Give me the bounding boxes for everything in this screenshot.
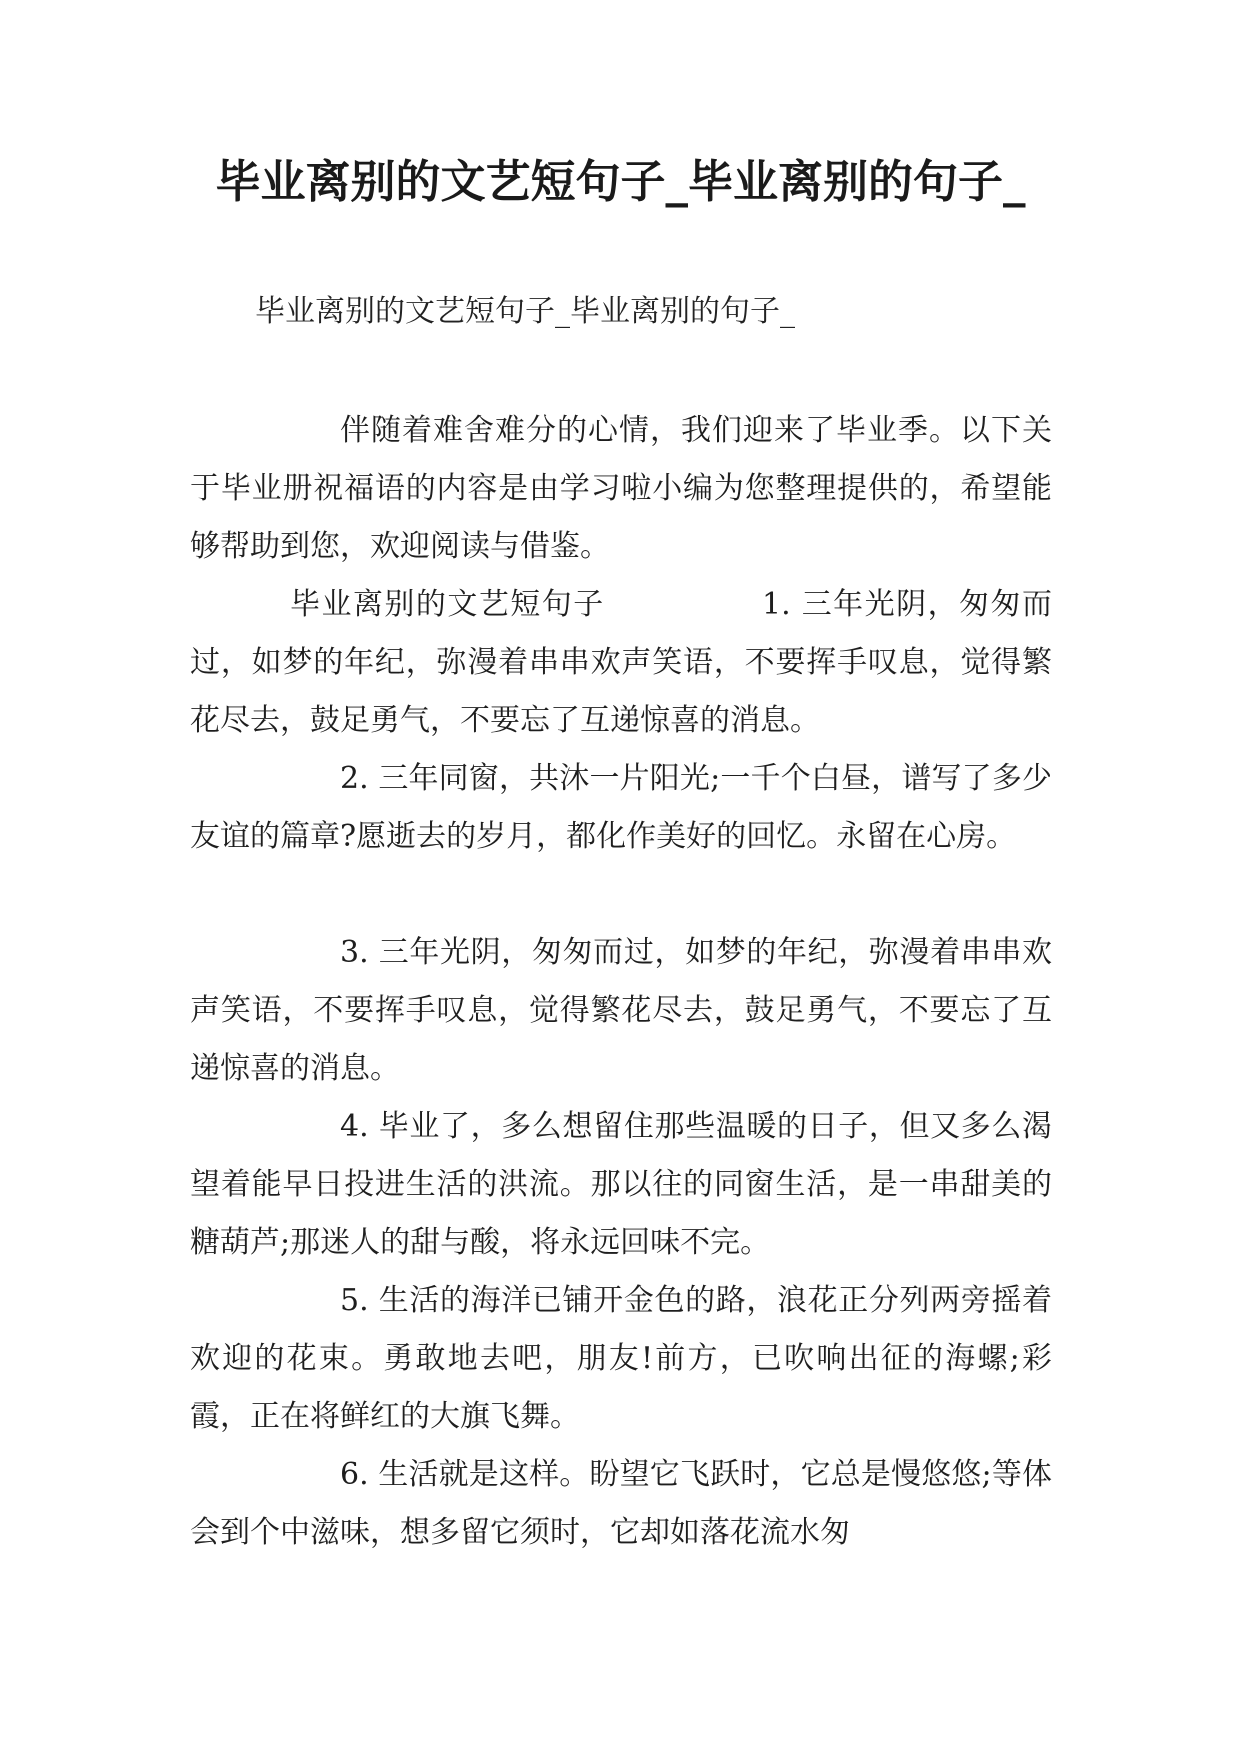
paragraph-item-5: 5. 生活的海洋已铺开金色的路，浪花正分列两旁摇着欢迎的花束。勇敢地去吧，朋友!前方，已吹响出征的海螺;彩霞，正在将鲜红的大旗飞舞。: [190, 1283, 1052, 1434]
document-subtitle: 毕业离别的文艺短句子_毕业离别的句子_: [255, 294, 795, 329]
paragraph-item-6: 6. 生活就是这样。盼望它飞跃时，它总是慢悠悠;等体会到个中滋味，想多留它须时，它却如落花流水匆: [190, 1457, 1052, 1550]
paragraph-item-4: 4. 毕业了，多么想留住那些温暖的日子，但又多么渴望着能早日投进生活的洪流。那以往的同窗生活，是一串甜美的糖葫芦;那迷人的甜与酸，将永远回味不完。: [190, 1109, 1052, 1260]
paragraph-item-1: 毕业离别的文艺短句子 1. 三年光阴，匆匆而过，如梦的年纪，弥漫着串串欢声笑语，不要挥手叹息，觉得繁花尽去，鼓足勇气，不要忘了互递惊喜的消息。: [190, 587, 1052, 738]
paragraph-item-3: 3. 三年光阴，匆匆而过，如梦的年纪，弥漫着串串欢声笑语，不要挥手叹息，觉得繁花尽去，鼓足勇气，不要忘了互递惊喜的消息。: [190, 935, 1052, 1086]
paragraph-item-2: 2. 三年同窗，共沐一片阳光;一千个白昼，谱写了多少友谊的篇章?愿逝去的岁月，都化作美好的回忆。永留在心房。: [190, 761, 1052, 854]
document-title: 毕业离别的文艺短句子_毕业离别的句子_: [215, 155, 1026, 208]
paragraph-intro: 伴随着难舍难分的心情，我们迎来了毕业季。以下关于毕业册祝福语的内容是由学习啦小编为您整理提供的，希望能够帮助到您，欢迎阅读与借鉴。: [190, 413, 1052, 564]
